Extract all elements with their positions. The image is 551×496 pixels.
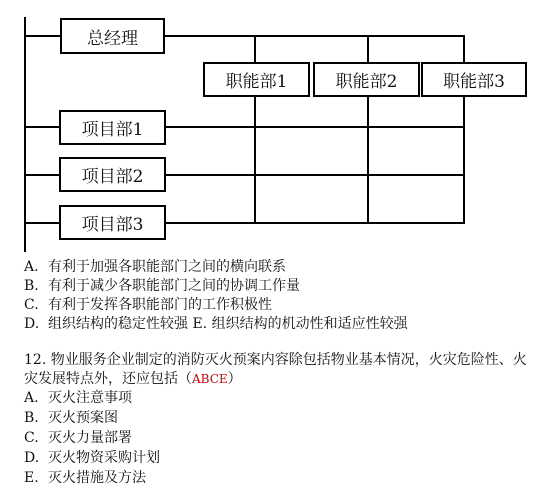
q12-answer: ABCE (192, 372, 228, 386)
q12-option-d (24, 450, 160, 466)
functional-dept-label: 职能部2 (335, 72, 398, 92)
q12-stem-suffix: ） (227, 371, 242, 387)
project-dept-box-3 (59, 205, 166, 240)
q11-option-c (24, 297, 272, 313)
q12-stem-line-2 (24, 371, 242, 387)
option-text: 有利于加强各职能部门之间的横向联系 (48, 259, 286, 275)
option-letter: D. (24, 316, 40, 332)
option-letter: E. (24, 470, 39, 486)
project-dept-label: 项目部2 (81, 167, 144, 187)
option-text: 灭火措施及方法 (48, 470, 146, 486)
general-manager-label: 总经理 (87, 28, 138, 49)
option-text: 有利于减少各职能部门之间的协调工作量 (48, 278, 300, 294)
gm-connector-line (24, 35, 60, 37)
q12-option-c (24, 430, 132, 446)
q11-option-a (24, 259, 286, 275)
option-letter: B. (24, 278, 39, 294)
general-manager-box (60, 18, 165, 54)
q12-option-e (24, 470, 146, 486)
q12-option-b (24, 410, 118, 426)
option-letter: C. (24, 430, 39, 446)
left-spine-line (24, 17, 26, 252)
option-letter: B. (24, 410, 39, 426)
project-dept-box-1 (59, 110, 166, 145)
q12-stem-line-1: 12. 物业服务企业制定的消防灭火预案内容除包括物业基本情况，火灾危险性、火 (24, 352, 527, 368)
project-dept-label: 项目部1 (81, 120, 144, 140)
project-dept-label: 项目部3 (81, 215, 144, 235)
functional-dept-box-2 (313, 62, 420, 97)
top-grid-line (165, 35, 465, 37)
option-text: 灭火注意事项 (48, 390, 132, 406)
q12-stem-prefix: 灾发展特点外，还应包括（ (24, 371, 192, 387)
option-letter: A. (24, 259, 39, 275)
functional-dept-box-3 (421, 62, 527, 97)
project-dept-box-2 (59, 157, 166, 192)
functional-dept-label: 职能部3 (443, 72, 505, 92)
q12-option-a (24, 390, 132, 406)
option-text: 灭火物资采购计划 (48, 450, 160, 466)
q11-option-b (24, 278, 300, 294)
option-letter: A. (24, 390, 39, 406)
q11-option-d (24, 316, 408, 332)
option-text: 灭火预案图 (48, 410, 118, 426)
functional-dept-box-1 (203, 62, 310, 97)
option-text: 灭火力量部署 (48, 430, 132, 446)
option-text: 组织结构的稳定性较强 E. 组织结构的机动性和适应性较强 (48, 316, 408, 332)
option-text: 有利于发挥各职能部门的工作积极性 (48, 297, 272, 313)
functional-dept-label: 职能部1 (225, 72, 288, 92)
option-letter: C. (24, 297, 39, 313)
option-letter: D. (24, 450, 40, 466)
